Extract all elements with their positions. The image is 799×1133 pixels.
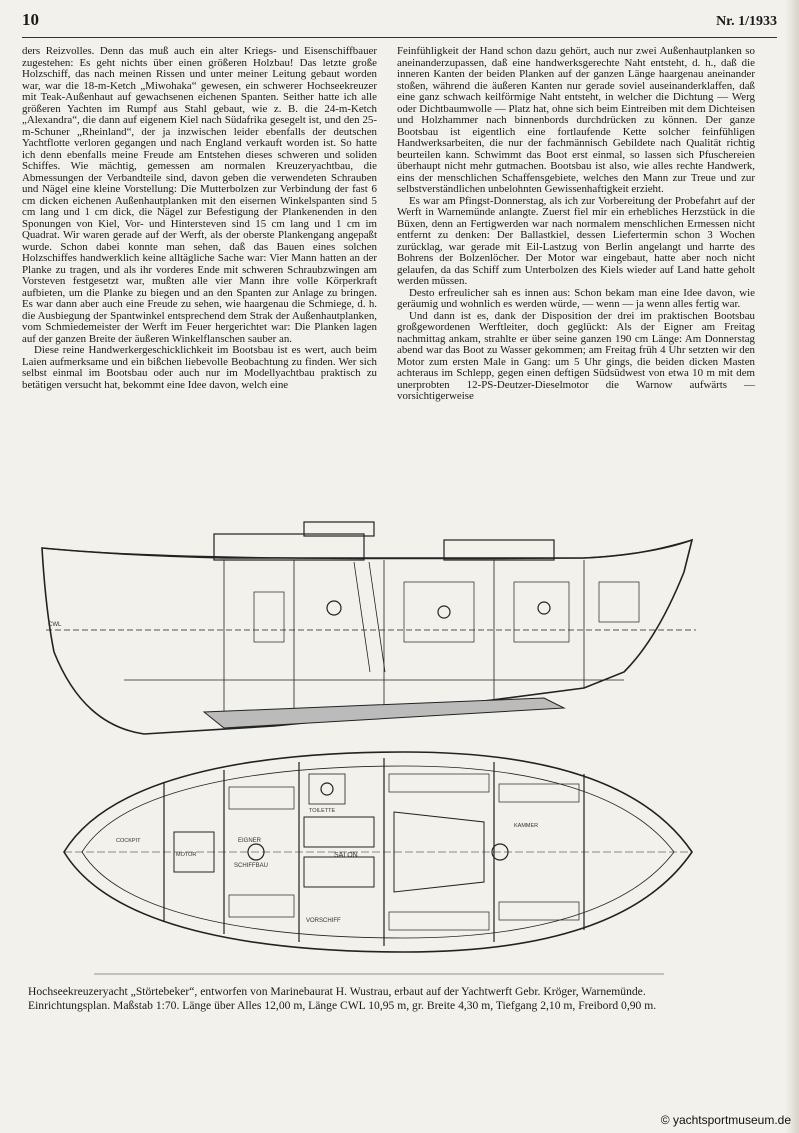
label-eigner: EIGNER [238,838,262,844]
watermark: © yachtsportmuseum.de [660,1113,791,1127]
yacht-plan-drawing [24,512,714,984]
label-vorschiff: VORSCHIFF [306,918,341,924]
label-schiffbau: SCHIFFBAU [234,863,269,869]
caption-line-1: Hochseekreuzeryacht „Störtebeker“, entworfen von Marinebaurat H. Wustrau, erbaut auf der Yachtwerft Gebr. Kröger, Warnemünde. [28,985,646,998]
side-profile [42,522,696,734]
paragraph: ders Reizvolles. Denn das muß auch ein alter Kriegs- und Eisenschiffbauer zugestehen: Es geht nichts über einen größeren Holzbau! Das letzte große Holzschiff, das nach meinen Rissen und unter meiner Leitung gebaut worden war, war die 18-m-Ketch „Miwohaka“ gewesen, ein schwerer Hochseekreuzer mit Teak-Außenhaut auf gewachsenen eichenen Spanten. Seither hatte ich alle größeren Yachten im Rumpf aus Stahl gebaut, wie z. B. die 24-m-Ketch „Alexandra“, die dann auf eigenem Kiel nach Südafrika gesegelt ist, und den 25-m-Schuner „Rheinland“, der ja inzwischen leider ebenfalls der deutschen Yachtflotte verloren gegangen und nach England verkauft worden ist. So hatte ich denn ebenfalls meine Freude am Entstehen dieses schweren und soliden Schiffes. Wie mächtig, gemessen am normalen Kreuzeryachtbau, die Abmessungen der Verbandteile sind, davon geben die verwendeten Schrauben und Nägel eine kleine Vorstellung: Die Mutterbolzen zur Verbindung der fast 6 cm dicken eichenen Außenhautplanken mit den eisernen Winkelspanten sind 5 cm lang und 1 cm dick, die Nägel zur Befestigung der Plankenenden in den Sponungen von Kiel, Vor- und Hintersteven sind 15 cm lang und 1 cm im Quadrat. Wir waren gerade auf der Werft, als der oberste Plankengang angepaßt wurde. Schon dabei konnte man sehen, daß das Bauen eines solchen Holzschiffes handwerklich keine alltägliche Sache war: Vier Mann hatten an der Planke zu tragen, und als ihr vorderes Ende mit schweren Schraubzwingen am Vorsteven festgesetzt war, mußten alle vier Mann ihre volle Körperkraft aufbieten, um die Planke zu biegen und an den Spanten zur Anlage zu bringen. Es war dann aber auch eine Freude zu sehen, wie haargenau die Schmiege, d. h. die Ausbiegung der Spantwinkel entsprechend dem Strak der Außenhautplanken, vom Schmiedemeister der Werft im Feuer hergerichtet war: Die Planken lagen auf der ganzen Breite der äußeren Winkelflanschen sauber an. [22,45,377,345]
figure-caption [28,985,768,1013]
label-salon: SALON [334,852,358,859]
left-text-column [22,46,377,391]
paragraph: Feinfühligkeit der Hand schon dazu gehört, auch nur zwei Außenhautplanken so aneinanderzupassen, daß eine handwerksgerechte Naht entsteht, d. h., daß die inneren Kanten der beiden Planken auf der ganzen Länge haargenau aneinander stoßen, während die äußeren Kanten nur gerade soviel auseinanderklaffen, daß eine ganz schwach keilförmige Naht entsteht, in welcher die Dichtung — Werg oder Dichtbaumwolle — Platz hat, ohne sich beim Eintreiben mit dem Dichteisen und Holzhammer nach binnenbords durchdrücken zu können. Der ganze Bootsbau ist eigentlich eine fortlaufende Kette solcher feinfühligen Handwerksarbeiten, die nur der fachmännisch Gebildete nach Qualität richtig beurteilen kann. Schwimmt das Boot erst einmal, so lassen sich Pfuschereien überhaupt nicht mehr gutmachen. Bootsbau ist also, wie alles rechte Handwerk, eins der menschlichen Schaffensgebiete, welches den Mann zur Treue und zur selbstverständlichen unbelohnten Gewissenhaftigkeit erzieht. [397,45,755,195]
label-motor: MOTOR [176,852,197,858]
label-cockpit: COCKPIT [116,838,141,844]
cwl-label: CWL [48,622,62,628]
page-binding-shadow [785,0,799,1133]
issue-number: Nr. 1/1933 [716,14,777,29]
paragraph: Und dann ist es, dank der Disposition der drei im praktischen Bootsbau großgewordenen Werftleiter, doch geglückt: Als der Eigner am Freitag nachmittag ankam, strahlte er über seine ganzen 190 cm Länge: Am Donnerstag abend war das Boot zu Wasser gekommen; am Freitag früh 4 Uhr setzten wir den Motor zum ersten Male in Gang: um 5 Uhr gings, die beiden dicken Masten achteraus im Schlepp, gegen einen deftigen Südsüdwest von etwa 10 m mit dem unerprobten 12-PS-Deutzer-Dieselmotor die Warnow aufwärts — vorsichtigerweise [397,309,755,402]
page-number: 10 [22,10,39,29]
paragraph: Es war am Pfingst-Donnerstag, als ich zur Vorbereitung der Probefahrt auf der Werft in Warnemünde anlangte. Zuerst fiel mir ein erhebliches Herzstück in die Büxen, denn an Fertigwerden war nach normalem menschlichen Ermessen nicht entfernt zu denken: Der Ballastkiel, dessen Liefertermin schon 3 Wochen zurücklag, war gerade mit Eil-Lastzug von Berlin angelangt und harrte des Bohrens der Bolzenlöcher. Der Motor war eingebaut, hatte aber noch nicht gelaufen, da das Schiff zum Unterbolzen des Kiels wieder auf Land hatte geholt werden müssen. [397,194,755,287]
accommodation-plan [64,752,692,952]
right-text-column [397,46,755,403]
paragraph: Desto erfreulicher sah es innen aus: Schon bekam man eine Idee davon, wie geräumig und wohnlich es werden würde, — wenn — ja wenn alles fertig war. [397,286,755,310]
caption-line-2: Einrichtungsplan. Maßstab 1:70. Länge über Alles 12,00 m, Länge CWL 10,95 m, gr. Breite 4,30 m, Tiefgang 2,10 m, Freibord 0,90 m. [28,999,657,1012]
paragraph: Diese reine Handwerkergeschicklichkeit im Bootsbau ist es wert, auch beim Laien aufmerksame und ein bißchen liebevolle Beobachtung zu finden. Wer sich selbst einmal im Bootsbau oder auch nur im Modellyachtbau praktisch zu betätigen versucht hat, bekommt eine Idee davon, welch eine [22,344,377,391]
header-rule [22,37,777,38]
label-kammer: KAMMER [514,823,539,829]
label-toilette: TOILETTE [309,808,336,814]
